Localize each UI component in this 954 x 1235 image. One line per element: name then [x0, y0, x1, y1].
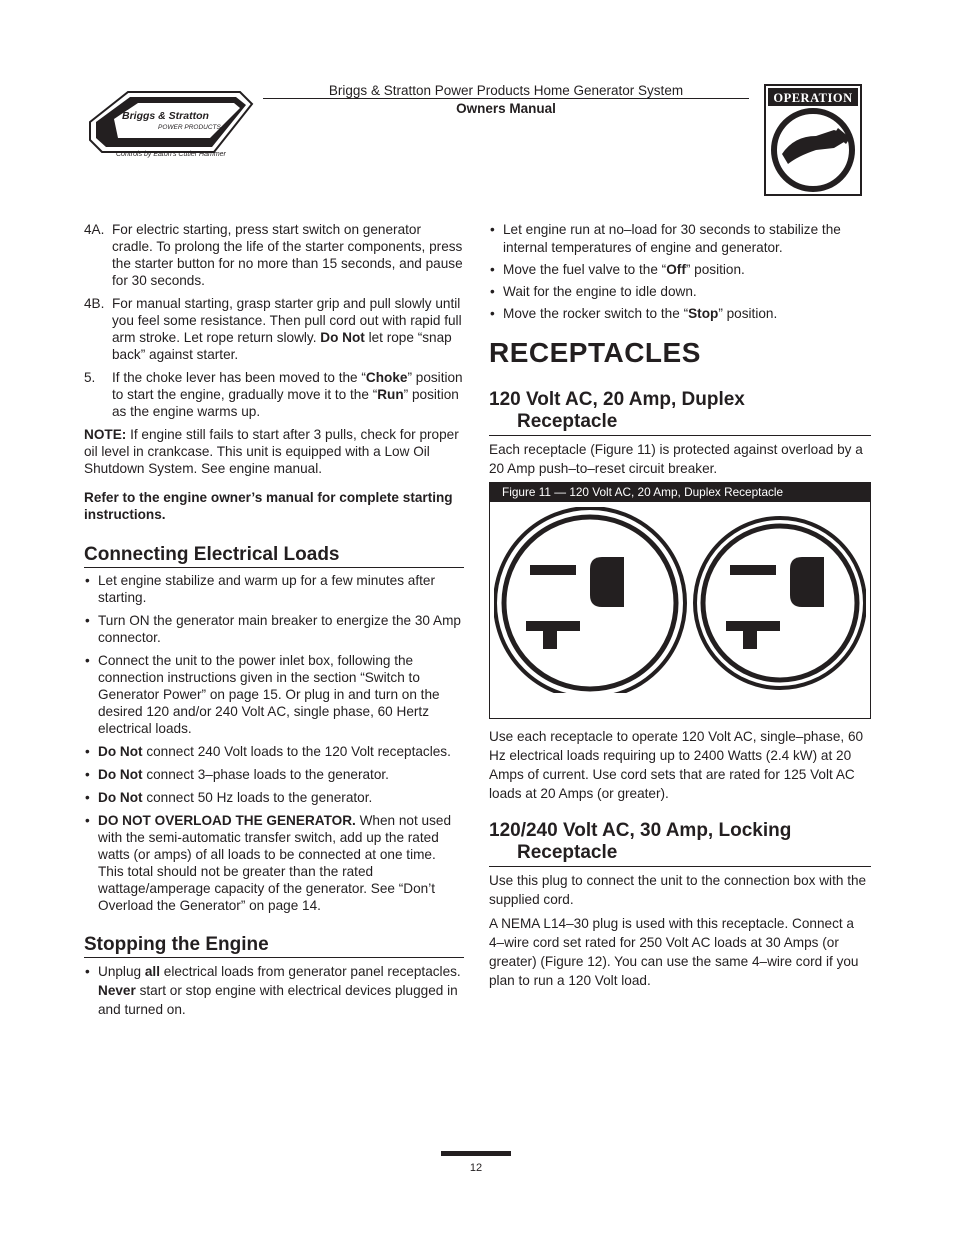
- step-text: For manual starting, grasp starter grip and pull slowly until you feel some resistance. Then pull cord out with rapid full arm stroke. Let rope return slowly.: [112, 296, 462, 345]
- logo-tagline: Controls by Eaton's Cutler Hammer: [116, 151, 226, 158]
- section-title-receptacles: RECEPTACLES: [489, 337, 701, 368]
- list-item-text: Let engine run at no–load for 30 seconds to stabilize the internal temperatures of engine and generator.: [503, 222, 841, 255]
- figure-11: [489, 482, 871, 719]
- list-item-text: Let engine stabilize and warm up for a few minutes after starting.: [98, 573, 436, 605]
- list-item: [84, 652, 464, 737]
- refer-paragraph: Refer to the engine owner’s manual for complete starting instructions.: [84, 490, 453, 522]
- duplex-intro: Each receptacle (Figure 11) is protected against overload by a 20 Amp push–to–reset circuit breaker.: [489, 442, 863, 476]
- step-emphasis: Choke: [365, 370, 408, 385]
- list-item: [84, 766, 464, 783]
- heading-line: 120 Volt AC, 20 Amp, Duplex: [489, 389, 745, 410]
- list-item: [84, 612, 464, 646]
- list-item-text: connect 3–phase loads to the generator.: [142, 767, 389, 782]
- heading-rule: [84, 567, 464, 568]
- list-item-emphasis: DO NOT OVERLOAD THE GENERATOR.: [98, 813, 356, 828]
- heading-line: Receptacle: [517, 411, 618, 432]
- stopping-list: [84, 962, 464, 1019]
- step-number: 4A.: [84, 222, 105, 237]
- list-item: [489, 305, 871, 323]
- heading-duplex-receptacle: [489, 389, 871, 433]
- list-item-text: Turn ON the generator main breaker to energize the 30 Amp connector.: [98, 613, 461, 645]
- right-column: [489, 221, 871, 990]
- step-number: 4B.: [84, 296, 105, 311]
- list-item-emphasis: Do Not: [98, 790, 143, 805]
- note-paragraph: [84, 426, 464, 477]
- duplex-body: Use each receptacle to operate 120 Volt AC, single–phase, 60 Hz electrical loads requiring up to 2400 Watts (2.4 kW) at 20 Amps of current. Use cord sets that are rated for 125 Volt AC loads at 20 Amps (or greater).: [489, 729, 864, 801]
- list-item-text: ” position.: [718, 306, 778, 321]
- logo-division: POWER PRODUCTS: [158, 124, 221, 131]
- page-number: 12: [469, 1162, 483, 1174]
- list-item-text: start or stop engine with electrical devices plugged in and turned on.: [98, 983, 458, 1017]
- step-number: 5.: [84, 370, 96, 385]
- list-item-text: electrical loads from generator panel receptacles.: [159, 964, 461, 979]
- stopping-continued-list: [489, 221, 871, 323]
- locking-p1: Use this plug to connect the unit to the connection box with the supplied cord.: [489, 873, 867, 907]
- list-item-text: When not used with the semi-automatic transfer switch, add up the rated watts (or amps) of all loads to be connected at one time. This total should not be greater than the rated wattage/amperage capacity of the generator. See “Don’t Overload the Generator” on page 14.: [98, 813, 452, 913]
- heading-connecting-electrical-loads: Connecting Electrical Loads: [84, 544, 340, 565]
- list-item: [84, 962, 464, 1019]
- step-text: let rope “snap back” against starter.: [112, 330, 452, 362]
- list-item: [489, 283, 871, 301]
- connecting-list: [84, 572, 464, 914]
- operation-badge-label: OPERATION: [773, 91, 853, 105]
- heading-rule: [84, 957, 464, 958]
- list-item-text: Unplug: [98, 964, 145, 979]
- list-item-text: connect 240 Volt loads to the 120 Volt receptacles.: [142, 744, 451, 759]
- receptacle-outlet-icon: [695, 518, 865, 688]
- list-item-emphasis: Off: [666, 262, 686, 277]
- note-text: If engine still fails to start after 3 pulls, check for proper oil level in crankcase. This unit is equipped with a Low Oil Shutdown System. See engine manual.: [84, 427, 459, 476]
- step-4b: [84, 295, 464, 363]
- header-rule: [263, 98, 749, 99]
- step-emphasis: Run: [377, 387, 404, 402]
- list-item-text: connect 50 Hz loads to the generator.: [142, 790, 373, 805]
- list-item: [84, 789, 464, 806]
- list-item-emphasis: all: [144, 964, 160, 979]
- step-4a: [84, 221, 464, 289]
- step-emphasis: Do Not: [320, 330, 365, 345]
- list-item: [84, 743, 464, 760]
- duplex-receptacle-illustration: [494, 507, 866, 693]
- note-label: NOTE:: [84, 427, 127, 442]
- list-item-text: Wait for the engine to idle down.: [503, 284, 697, 299]
- document-title: Briggs & Stratton Power Products Home Generator System: [328, 83, 684, 98]
- list-item-emphasis: Do Not: [98, 744, 143, 759]
- heading-locking-receptacle: [489, 820, 871, 864]
- list-item-text: Move the fuel valve to the “: [503, 262, 667, 277]
- list-item: [84, 812, 464, 914]
- step-5: [84, 369, 464, 420]
- briggs-stratton-logo: [86, 88, 256, 170]
- list-item-emphasis: Do Not: [98, 767, 143, 782]
- list-item-emphasis: Never: [98, 983, 136, 998]
- list-item-text: Connect the unit to the power inlet box, following the connection instructions given in the section “Switch to Generator Power” on page 15. Or plug in and turn on the desired 120 and/or 240 Volt AC, single phase, 60 Hertz electrical loads.: [98, 653, 440, 736]
- page-number-bar: [441, 1151, 511, 1156]
- document-subtitle: Owners Manual: [456, 101, 556, 116]
- left-column: [84, 221, 464, 1019]
- receptacle-outlet-icon: [495, 508, 685, 693]
- heading-rule: [489, 866, 871, 867]
- locking-p2: A NEMA L14–30 plug is used with this receptacle. Connect a 4–wire cord set rated for 250 Volt AC loads at 30 Amps (or greater) (Figure 12). You can use the same 4–wire cord if you plan to run a 120 Volt load.: [489, 916, 859, 988]
- figure-caption: Figure 11 — 120 Volt AC, 20 Amp, Duplex Receptacle: [490, 483, 870, 502]
- heading-stopping-the-engine: Stopping the Engine: [84, 934, 269, 955]
- step-text: If the choke lever has been moved to the “: [112, 370, 366, 385]
- step-text: ” position to start the engine, gradually move it to the “: [112, 370, 463, 402]
- heading-rule: [489, 435, 871, 436]
- list-item: [489, 221, 871, 257]
- list-item-emphasis: Stop: [688, 306, 719, 321]
- logo-brand: Briggs & Stratton: [122, 110, 209, 122]
- heading-line: 120/240 Volt AC, 30 Amp, Locking: [489, 820, 792, 841]
- operation-section-badge: [764, 84, 862, 196]
- list-item: [84, 572, 464, 606]
- step-text: ” position as the engine warms up.: [112, 387, 459, 419]
- heading-line: Receptacle: [517, 842, 618, 863]
- list-item-text: ” position.: [685, 262, 745, 277]
- step-text: For electric starting, press start switch on generator cradle. To prolong the life of the starter components, press the starter button for no more than 15 seconds, and pause for 30 seconds.: [112, 222, 463, 288]
- list-item: [489, 261, 871, 279]
- list-item-text: Move the rocker switch to the “: [503, 306, 689, 321]
